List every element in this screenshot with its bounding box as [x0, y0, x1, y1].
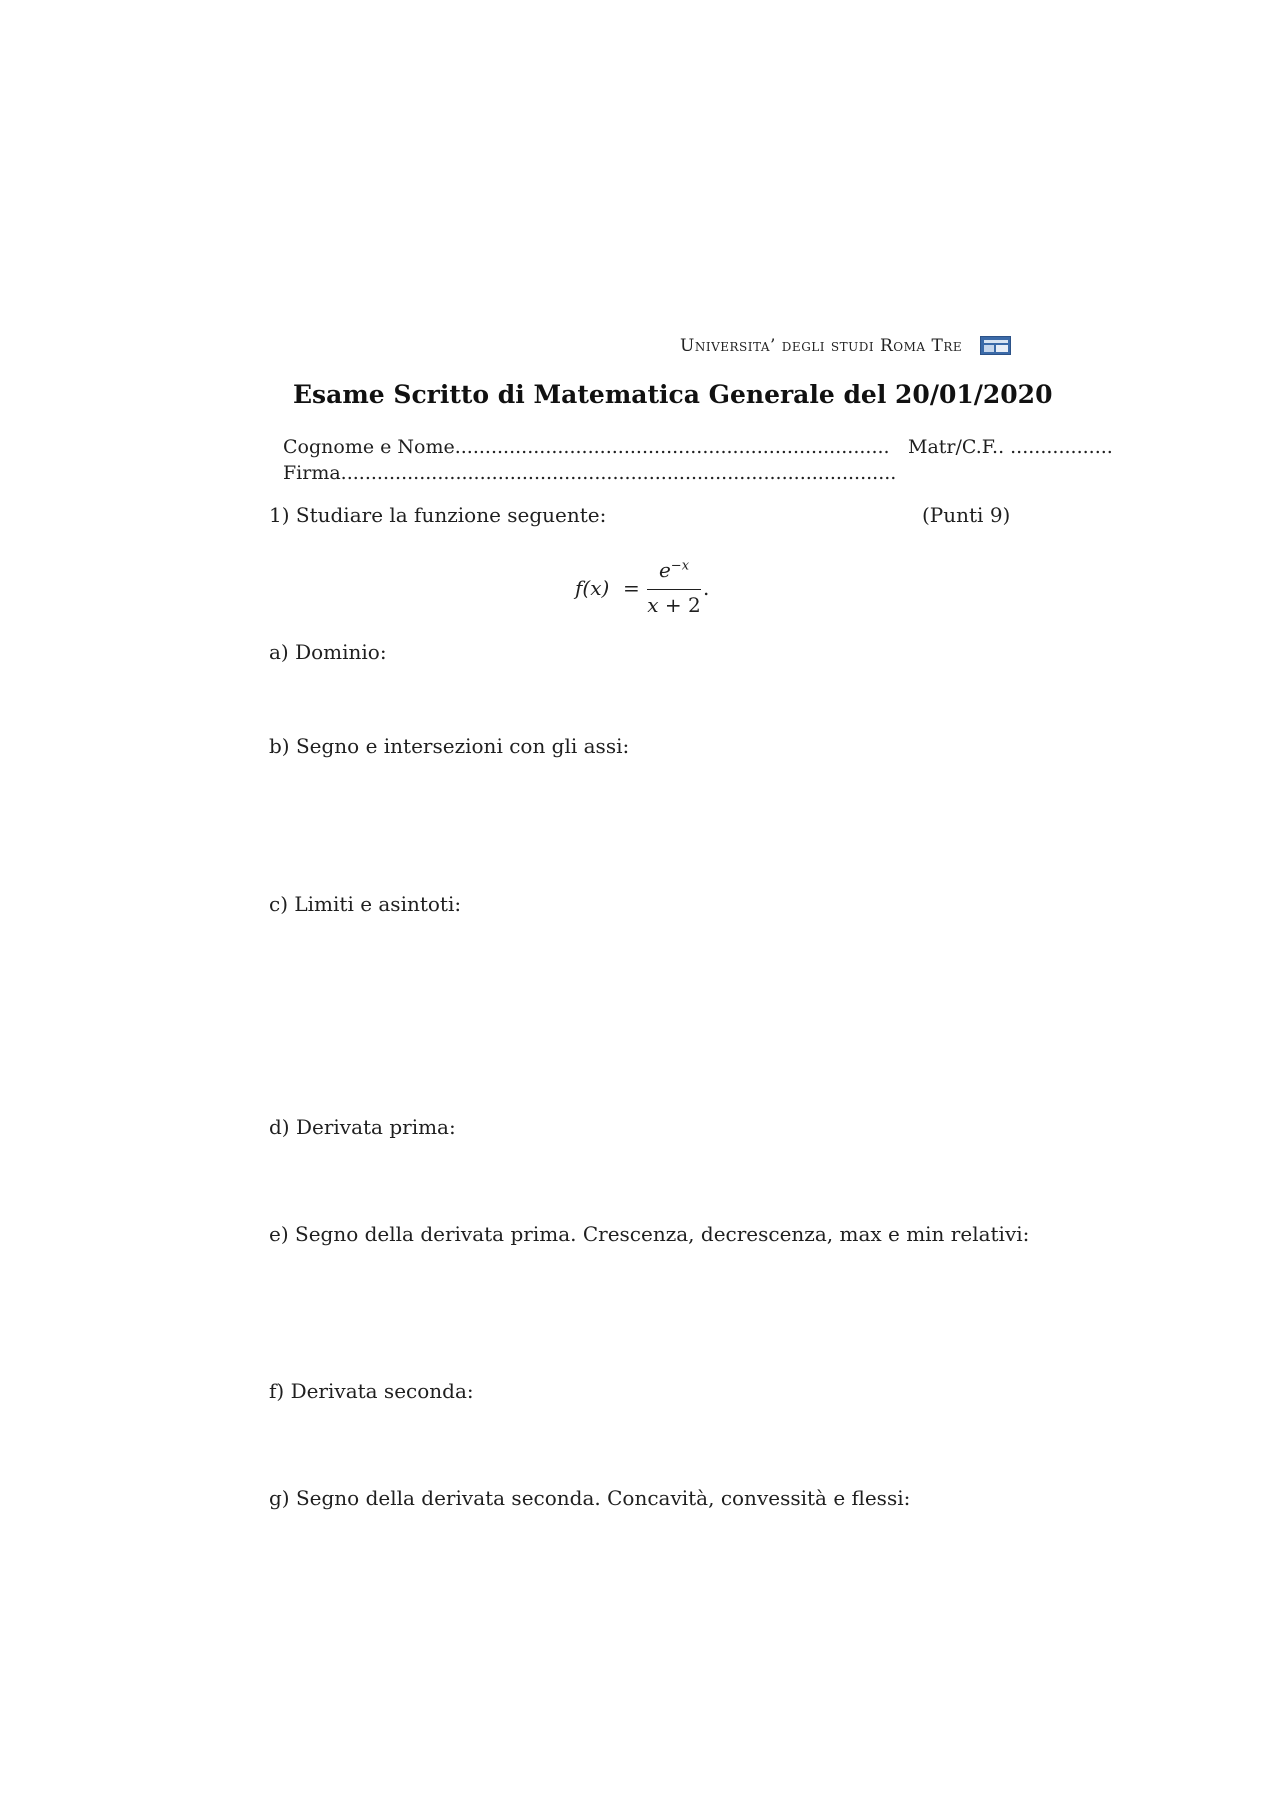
question-b: b) Segno e intersezioni con gli assi: — [269, 734, 630, 758]
fraction-bar — [647, 589, 701, 590]
denominator-variable: x — [647, 593, 659, 617]
question-g: g) Segno della derivata seconda. Concavità, convessità e flessi: — [269, 1486, 911, 1510]
exam-title: Esame Scritto di Matematica Generale del 20/01/2020 — [293, 380, 1053, 409]
roma-tre-logo-icon — [980, 336, 1011, 355]
formula-numerator — [647, 558, 701, 582]
formula-fraction — [647, 558, 701, 618]
exercise-statement: 1) Studiare la funzione seguente: — [269, 503, 607, 527]
question-c: c) Limiti e asintoti: — [269, 892, 462, 916]
name-field: Cognome e Nome........................................................................ — [283, 436, 890, 458]
exercise-points: (Punti 9) — [922, 503, 1011, 527]
question-a: a) Dominio: — [269, 640, 387, 664]
formula-lhs: f(x) — [575, 576, 610, 600]
university-name: Universita’ degli studi Roma Tre — [680, 336, 963, 356]
formula-denominator — [647, 593, 701, 617]
question-e: e) Segno della derivata prima. Crescenza, decrescenza, max e min relativi: — [269, 1222, 1030, 1246]
question-d: d) Derivata prima: — [269, 1115, 456, 1139]
matr-field: Matr/C.F.. ................. — [908, 436, 1113, 458]
denominator-rest: + 2 — [658, 593, 701, 617]
signature-field: Firma............................................................................................ — [283, 462, 897, 484]
numerator-base: e — [658, 558, 671, 582]
formula-equals: = — [623, 576, 640, 600]
formula-period: . — [703, 576, 710, 600]
question-f: f) Derivata seconda: — [269, 1379, 474, 1403]
numerator-exponent: −x — [670, 558, 690, 574]
